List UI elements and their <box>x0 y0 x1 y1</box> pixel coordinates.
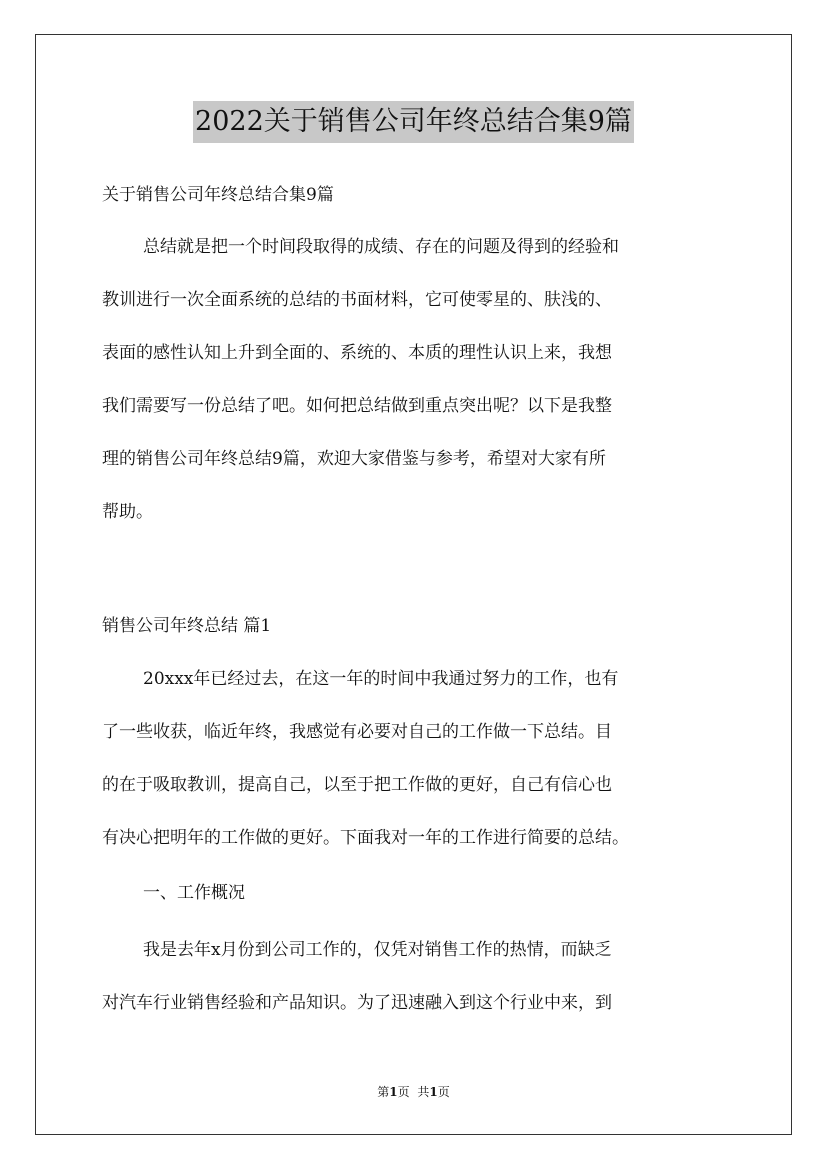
section-line: 有决心把明年的工作做的更好。下面我对一年的工作进行简要的总结。 <box>102 828 629 848</box>
intro-line: 教训进行一次全面系统的总结的书面材料，它可使零星的、肤浅的、 <box>102 290 612 310</box>
intro-line: 理的销售公司年终总结9篇，欢迎大家借鉴与参考，希望对大家有所 <box>102 449 606 469</box>
footer-page-label: 页 <box>397 1085 410 1099</box>
section-line: 了一些收获，临近年终，我感觉有必要对自己的工作做一下总结。目 <box>102 722 612 742</box>
work-line: 对汽车行业销售经验和产品知识。为了迅速融入到这个行业中来，到 <box>102 993 612 1013</box>
footer-total-pages: 1 <box>429 1085 438 1099</box>
page-footer <box>0 1080 827 1104</box>
work-overview-heading: 一、工作概况 <box>143 883 245 903</box>
footer-page-number: 1 <box>389 1085 398 1099</box>
intro-line: 表面的感性认知上升到全面的、系统的、本质的理性认识上来，我想 <box>102 343 612 363</box>
document-title-text: 2022关于销售公司年终总结合集9篇 <box>193 101 634 143</box>
footer-page-prefix: 第 <box>377 1085 390 1099</box>
section-line: 的在于吸取教训，提高自己，以至于把工作做的更好，自己有信心也 <box>102 775 612 795</box>
work-line: 我是去年x月份到公司工作的，仅凭对销售工作的热情，而缺乏 <box>143 940 612 960</box>
footer-total-prefix: 共 <box>417 1085 430 1099</box>
document-title <box>0 100 827 143</box>
intro-line: 我们需要写一份总结了吧。如何把总结做到重点突出呢？以下是我整 <box>102 396 612 416</box>
intro-line: 帮助。 <box>102 502 153 522</box>
section-heading: 销售公司年终总结 篇1 <box>102 616 272 636</box>
document-subtitle: 关于销售公司年终总结合集9篇 <box>102 185 334 205</box>
section-line: 20xxx年已经过去，在这一年的时间中我通过努力的工作，也有 <box>143 669 619 689</box>
intro-line: 总结就是把一个时间段取得的成绩、存在的问题及得到的经验和 <box>143 237 619 257</box>
footer-total-label: 页 <box>437 1085 450 1099</box>
